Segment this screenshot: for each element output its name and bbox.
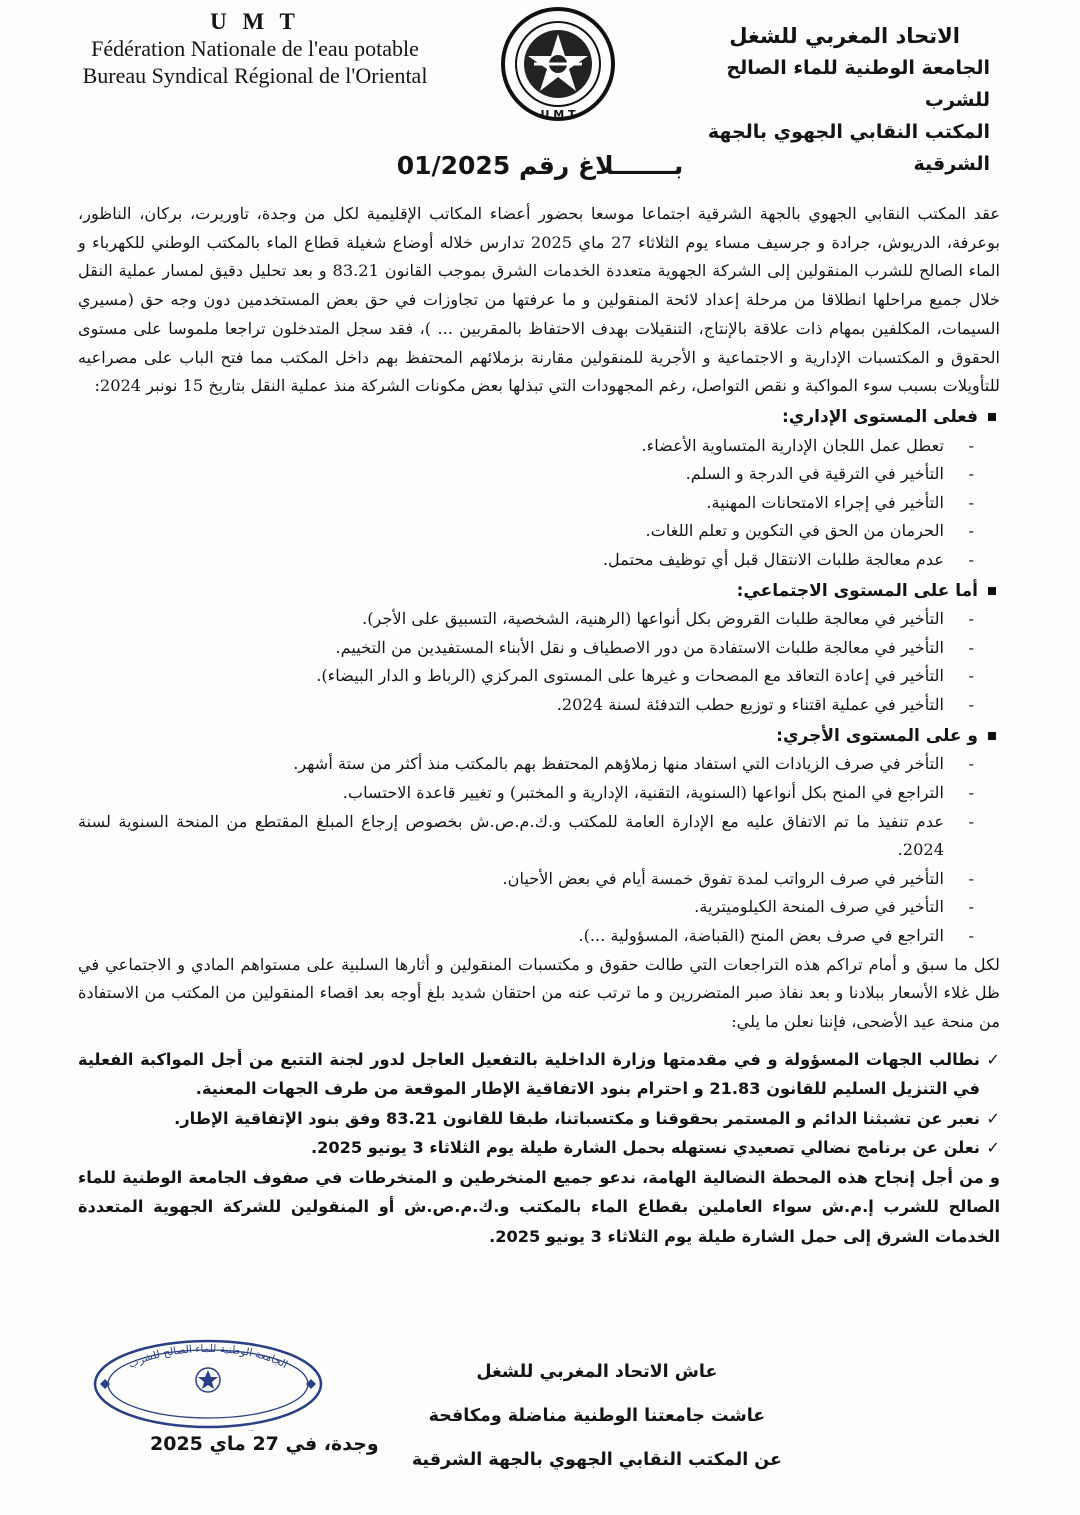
- list-item: - تعطل عمل اللجان الإدارية المتساوية الأعضاء.: [78, 432, 944, 461]
- section-wages-heading: و على المستوى الأجري:: [78, 722, 1000, 751]
- list-item: - التأخير في معالجة طلبات الاستفادة من دور الاصطياف و نقل الأبناء المستفيدين من التخييم.: [78, 634, 944, 663]
- section-social-list: [78, 605, 1000, 719]
- document-date: وجدة، في 27 ماي 2025: [150, 1433, 379, 1455]
- demands-list: [78, 1045, 1000, 1252]
- stamp-top-text: الجامعة الوطنية للماء الصالح للشرب: [126, 1342, 290, 1371]
- demand-item: ✓ نعبر عن تشبثنا الدائم و المستمر بحقوقنا و مكتسباتنا، طبقا للقانون 83.21 وفق بنود الإتفاقية الإطار.: [78, 1104, 1000, 1134]
- demand-item: ✓ نعلن عن برنامج نضالي تصعيدي نستهله بحمل الشارة طيلة يوم الثلاثاء 3 يونيو 2025.: [78, 1133, 1000, 1163]
- footer-line2: عاشت جامعتنا الوطنية مناضلة ومكافحة: [428, 1406, 766, 1426]
- list-item: - عدم معالجة طلبات الانتقال قبل أي توظيف محتمل.: [78, 546, 944, 575]
- list-item: - التأخير في إعادة التعاقد مع المصحات و غيرها على المستوى المركزي (الرباط و الدار البيضاء).: [78, 662, 944, 691]
- union-stamp: [88, 1336, 328, 1431]
- list-item: - التأخير في صرف المنحة الكيلوميترية.: [78, 893, 944, 922]
- header-fr-bureau: Bureau Syndical Régional de l'Oriental: [82, 63, 428, 88]
- footer-line3: عن المكتب النقابي الجهوي بالجهة الشرقية: [411, 1450, 782, 1470]
- closing-slogans: [412, 1350, 782, 1482]
- umt-emblem-icon: [499, 4, 617, 126]
- list-item: - التأخير في صرف الرواتب لمدة تفوق خمسة أيام في بعض الأحيان.: [78, 865, 944, 894]
- logo-text: U M T: [540, 108, 576, 121]
- section-administrative-list: [78, 432, 1000, 575]
- list-item: - التأخر في صرف الزيادات التي استفاد منها زملاؤهم المحتفظ بهم بالمكتب منذ أكثر من ستة أشهر.: [78, 750, 944, 779]
- section-wages-list: [78, 750, 1000, 950]
- header-ar-federation: الجامعة الوطنية للماء الصالح للشرب: [726, 57, 990, 111]
- list-item: - التأخير في إجراء الامتحانات المهنية.: [78, 489, 944, 518]
- stamp-bottom-text: [160, 1429, 255, 1431]
- list-item: - التراجع في صرف بعض المنح (القباضة، المسؤولية ...).: [78, 922, 944, 951]
- list-item: - التراجع في المنح بكل أنواعها (السنوية، التقنية، الإدارية و المختبر) و تغيير قاعدة الاحتساب.: [78, 779, 944, 808]
- intro-paragraph: عقد المكتب النقابي الجهوي بالجهة الشرقية اجتماعا موسعا بحضور أعضاء المكاتب الإقليمية لكل من وجدة، تاوريرت، بركان، الناظور، بوعرفة، الدريوش، جرادة و جرسيف مساء يوم الثلاثاء 27 ماي 2025 تدارس خلاله أوضاع شغيلة قطاع الماء بالمكتب الوطني للكهرباء و الماء الصالح للشرب المنقولين إلى الشركة الجهوية متعددة الخدمات الشرق بموجب القانون 83.21 و بعد تحليل دقيق لمسار عملية النقل خلال جميع مراحلها انطلاقا من مرحلة إعداد لائحة المنقولين و ما عرفتها من تجاوزات في حق بعض المستخدمين دون وجه حق (مسيري السيمات، المكلفين بمهام ذات علاقة بالإنتاج، التنقيلات بهدف الاحتفاظ بالمقربين ... )، فقد سجل المتدخلون تراجعا ملموسا على مستوى الحقوق و المكتسبات الإدارية و الاجتماعية و الأجرية للمنقولين مقارنة بزملائهم المحتفظ بهم داخل المكتب مما فتح الباب على مصراعيه للتأويلات بسبب سوء المواكبة و نقص التواصل، رغم المجهودات التي تبذلها بعض مكونات الشركة منذ عملية النقل بتاريخ 15 نونبر 2024:: [78, 204, 1001, 396]
- list-item: - عدم تنفيذ ما تم الاتفاق عليه مع الإدارة العامة للمكتب و.ك.م.ص.ش بخصوص إرجاع المبلغ المقتطع من المنحة السنوية لسنة 2024.: [78, 808, 944, 865]
- demand-item: ✓ نطالب الجهات المسؤولة و في مقدمتها وزارة الداخلية بالتفعيل العاجل لدور لجنة التتبع من أجل المواكبة الفعلية في التنزيل السليم للقانون 21.83 و احترام بنود الاتفاقية الإطار الموقعة من طرف الجهات المعنية.: [78, 1045, 1000, 1104]
- list-item: - التأخير في عملية اقتناء و توزيع حطب التدفئة لسنة 2024.: [78, 691, 944, 720]
- conclusion-paragraph: لكل ما سبق و أمام تراكم هذه التراجعات التي طالت حقوق و مكتسبات المنقولين و أثارها السلبية على مستواهم المادي و الاجتماعي في ظل غلاء الأسعار ببلادنا و بعد نفاذ صبر المتضررين و ما ترتب عنه من احتقان شديد بلغ أوجه بعد اقصاء المنقولين من المكتب من الاستفادة من منحة عيد الأضحى، فإننا نعلن ما يلي:: [78, 954, 1000, 1031]
- list-item: - التأخير في معالجة طلبات القروض بكل أنواعها (الرهنية، الشخصية، التسبيق على الأجر).: [78, 605, 944, 634]
- section-administrative-heading: فعلى المستوى الإداري:: [78, 403, 1000, 432]
- section-social-heading: أما على المستوى الاجتماعي:: [78, 577, 1000, 606]
- header-fr-federation: Fédération Nationale de l'eau potable: [91, 36, 419, 61]
- header-fr-umt: U M T: [210, 9, 300, 34]
- header-ar-bureau: المكتب النقابي الجهوي بالجهة الشرقية: [707, 121, 990, 175]
- header-ar-union: الاتحاد المغربي للشغل: [729, 24, 960, 48]
- communique-body: [78, 200, 1000, 1251]
- list-item: - الحرمان من الحق في التكوين و تعلم اللغات.: [78, 517, 944, 546]
- footer-line1: عاش الاتحاد المغربي للشغل: [476, 1362, 718, 1382]
- call-paragraph: و من أجل إنجاح هذه المحطة النضالية الهامة، ندعو جميع المنخرطين و المنخرطات في صفوف الجامعة الوطنية للماء الصالح للشرب إ.م.ش سواء العاملين بقطاع الماء بالمكتب و.ك.م.ص.ش أو المنقولين للشركة الجهوية المتعددة الخدمات الشرق إلى حمل الشارة طيلة يوم الثلاثاء 3 يونيو 2025.: [78, 1167, 1000, 1246]
- communique-title: بـــــــلاغ رقم 01/2025: [396, 151, 684, 180]
- list-item: - التأخير في الترقية في الدرجة و السلم.: [78, 460, 944, 489]
- header-french: [50, 8, 460, 89]
- svg-text:المكتب النقابي الجهوي: [160, 1429, 255, 1431]
